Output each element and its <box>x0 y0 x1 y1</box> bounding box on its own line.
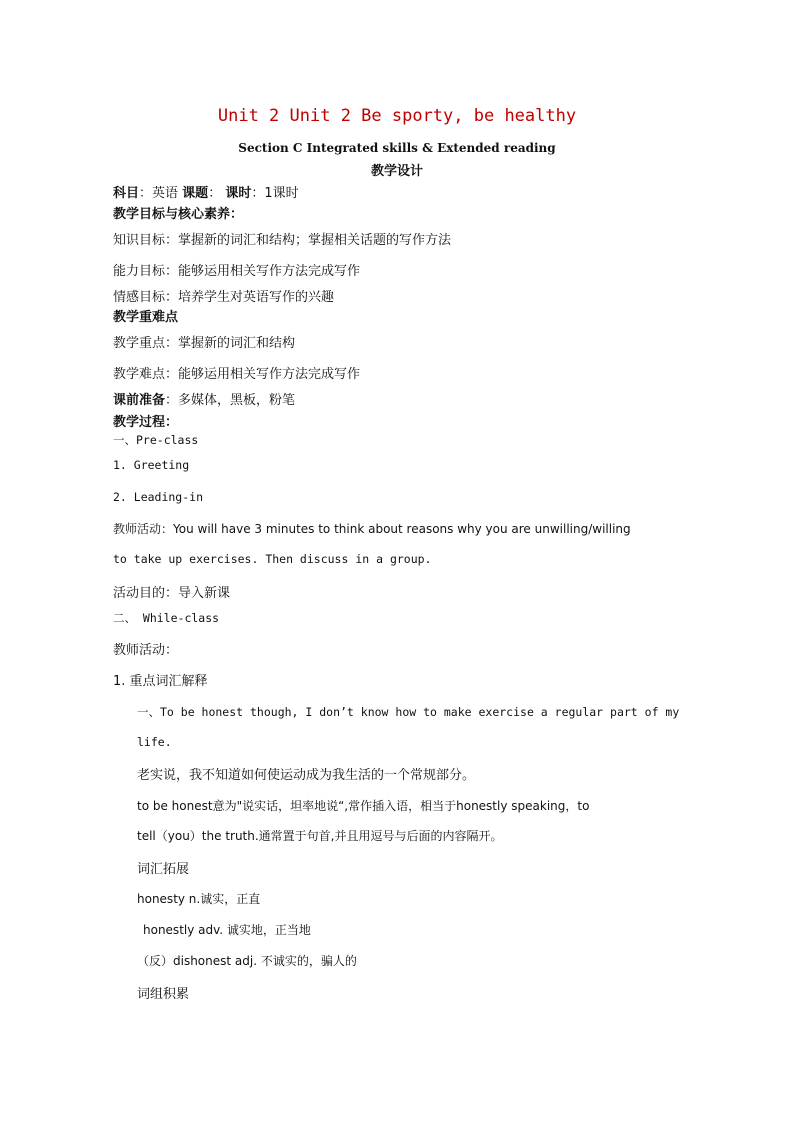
leading-in-item: 2. Leading-in <box>113 490 204 504</box>
keypoints-heading: 教学重难点 <box>113 310 179 325</box>
hours-value: ：1课时 <box>251 186 299 201</box>
usage-note-line-1: to be honest意为"说实话，坦率地说“,常作插入语，相当于honestly speaking，to <box>137 799 590 813</box>
dishonest-entry: （反）dishonest adj. 不诚实的，骗人的 <box>137 954 357 968</box>
subject-label: 科目 <box>113 186 140 201</box>
prep-line <box>113 389 295 408</box>
document-subtitle: Section C Integrated skills & Extended reading <box>238 141 556 155</box>
info-line <box>113 182 299 201</box>
document-title: Unit 2 Unit 2 Be sporty, be healthy <box>217 106 577 126</box>
phrase-heading: 词组积累 <box>137 987 190 1002</box>
knowledge-goal: 知识目标：掌握新的词汇和结构；掌握相关话题的写作方法 <box>113 233 452 248</box>
difficulty-point: 教学难点：能够运用相关写作方法完成写作 <box>113 367 361 382</box>
honesty-entry: honesty n.诚实，正直 <box>137 892 261 906</box>
vocab-heading: 1. 重点词汇解释 <box>113 674 208 689</box>
activity-purpose: 活动目的：导入新课 <box>113 586 231 601</box>
design-label: 教学设计 <box>370 164 423 179</box>
subject-value: ：英语 <box>139 186 179 201</box>
usage-note-line-2: tell（you）the truth.通常置于句首,并且用逗号与后面的内容隔开。 <box>137 829 503 843</box>
honestly-entry: honestly adv. 诚实地，正当地 <box>143 923 311 937</box>
topic-value: ： <box>208 186 222 201</box>
example-sentence-line-2: life. <box>137 735 172 749</box>
prep-value: ：多媒体，黑板，粉笔 <box>165 393 296 408</box>
while-class-heading: 二、 While-class <box>113 611 220 625</box>
hours-label: 课时 <box>225 186 252 201</box>
example-sentence-line-1: 一、To be honest though, I don’t know how to make exercise a regular part of my <box>137 705 680 719</box>
greeting-item: 1. Greeting <box>113 458 190 472</box>
teacher-activity-line-1: 教师活动：You will have 3 minutes to think about reasons why you are unwilling/willing <box>113 522 631 536</box>
process-heading: 教学过程： <box>113 415 179 430</box>
prep-label: 课前准备 <box>113 393 166 408</box>
key-point: 教学重点：掌握新的词汇和结构 <box>113 336 296 351</box>
vocab-expand-heading: 词汇拓展 <box>137 862 190 877</box>
emotion-goal: 情感目标：培养学生对英语写作的兴趣 <box>113 290 335 305</box>
topic-label: 课题 <box>182 186 209 201</box>
teacher-activity-line-2: to take up exercises. Then discuss in a group. <box>113 552 432 566</box>
goals-heading: 教学目标与核心素养： <box>113 207 244 222</box>
pre-class-heading: 一、Pre-class <box>113 433 199 447</box>
ability-goal: 能力目标：能够运用相关写作方法完成写作 <box>113 264 361 279</box>
teacher-activity-2: 教师活动： <box>113 643 179 658</box>
sentence-translation: 老实说，我不知道如何使运动成为我生活的一个常规部分。 <box>137 768 476 783</box>
